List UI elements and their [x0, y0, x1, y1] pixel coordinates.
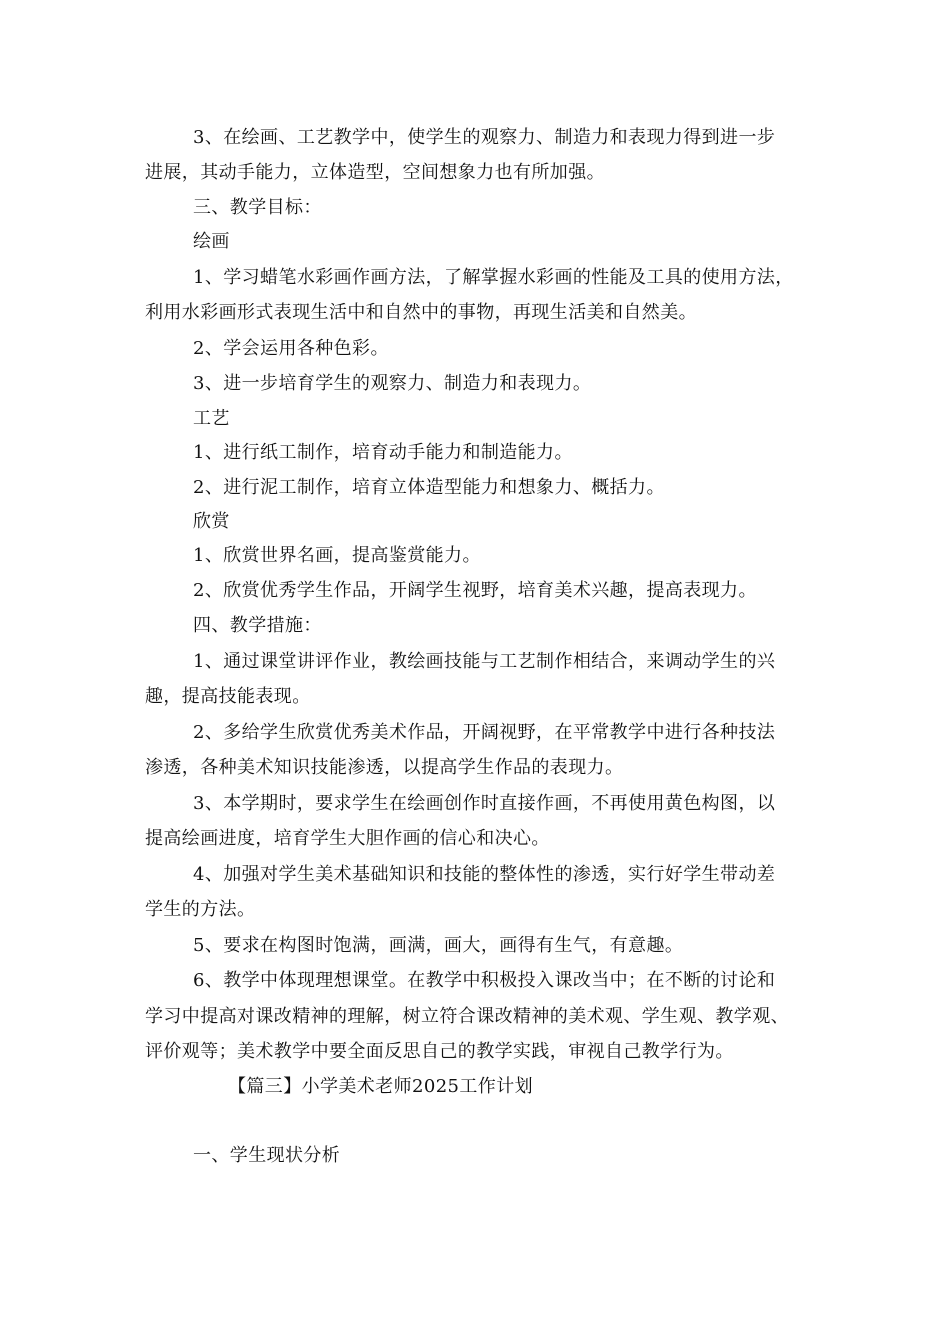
section-heading: 三、教学目标： — [193, 197, 322, 218]
paragraph-line: 利用水彩画形式表现生活中和自然中的事物，再现生活美和自然美。 — [145, 302, 697, 323]
paragraph-line: 1、进行纸工制作，培育动手能力和制造能力。 — [193, 442, 573, 463]
paragraph-line: 3、本学期时，要求学生在绘画创作时直接作画，不再使用黄色构图，以 — [193, 793, 776, 814]
paragraph-line: 学习中提高对课改精神的理解，树立符合课改精神的美术观、学生观、教学观、 — [145, 1006, 789, 1027]
paragraph-line: 2、进行泥工制作，培育立体造型能力和想象力、概括力。 — [193, 477, 665, 498]
subsection-heading: 工艺 — [193, 408, 230, 429]
paragraph-line: 趣，提高技能表现。 — [145, 686, 311, 707]
paragraph-line: 2、多给学生欣赏优秀美术作品，开阔视野，在平常教学中进行各种技法 — [193, 722, 776, 743]
article-title: 【篇三】小学美术老师2025工作计划 — [228, 1076, 534, 1097]
paragraph-line: 3、进一步培育学生的观察力、制造力和表现力。 — [193, 373, 592, 394]
paragraph-line: 1、欣赏世界名画，提高鉴赏能力。 — [193, 545, 481, 566]
section-heading: 四、教学措施： — [193, 615, 322, 636]
paragraph-line: 2、欣赏优秀学生作品，开阔学生视野，培育美术兴趣，提高表现力。 — [193, 580, 757, 601]
paragraph-line: 1、通过课堂讲评作业，教绘画技能与工艺制作相结合，来调动学生的兴 — [193, 651, 776, 672]
paragraph-line: 评价观等；美术教学中要全面反思自己的教学实践，审视自己教学行为。 — [145, 1041, 734, 1062]
paragraph-line: 4、加强对学生美术基础知识和技能的整体性的渗透，实行好学生带动差 — [193, 864, 776, 885]
paragraph-line: 进展，其动手能力，立体造型，空间想象力也有所加强。 — [145, 162, 605, 183]
subsection-heading: 欣赏 — [193, 511, 230, 532]
paragraph-line: 提高绘画进度，培育学生大胆作画的信心和决心。 — [145, 828, 550, 849]
paragraph-line: 2、学会运用各种色彩。 — [193, 338, 389, 359]
paragraph-line: 1、学习蜡笔水彩画作画方法，了解掌握水彩画的性能及工具的使用方法， — [193, 267, 794, 288]
paragraph-line: 5、要求在构图时饱满，画满，画大，画得有生气，有意趣。 — [193, 935, 684, 956]
subsection-heading: 绘画 — [193, 231, 230, 252]
section-heading: 一、学生现状分析 — [193, 1145, 341, 1166]
paragraph-line: 学生的方法。 — [145, 899, 256, 920]
paragraph-line: 渗透，各种美术知识技能渗透，以提高学生作品的表现力。 — [145, 757, 624, 778]
paragraph-line: 3、在绘画、工艺教学中，使学生的观察力、制造力和表现力得到进一步 — [193, 127, 776, 148]
paragraph-line: 6、教学中体现理想课堂。在教学中积极投入课改当中；在不断的讨论和 — [193, 970, 776, 991]
